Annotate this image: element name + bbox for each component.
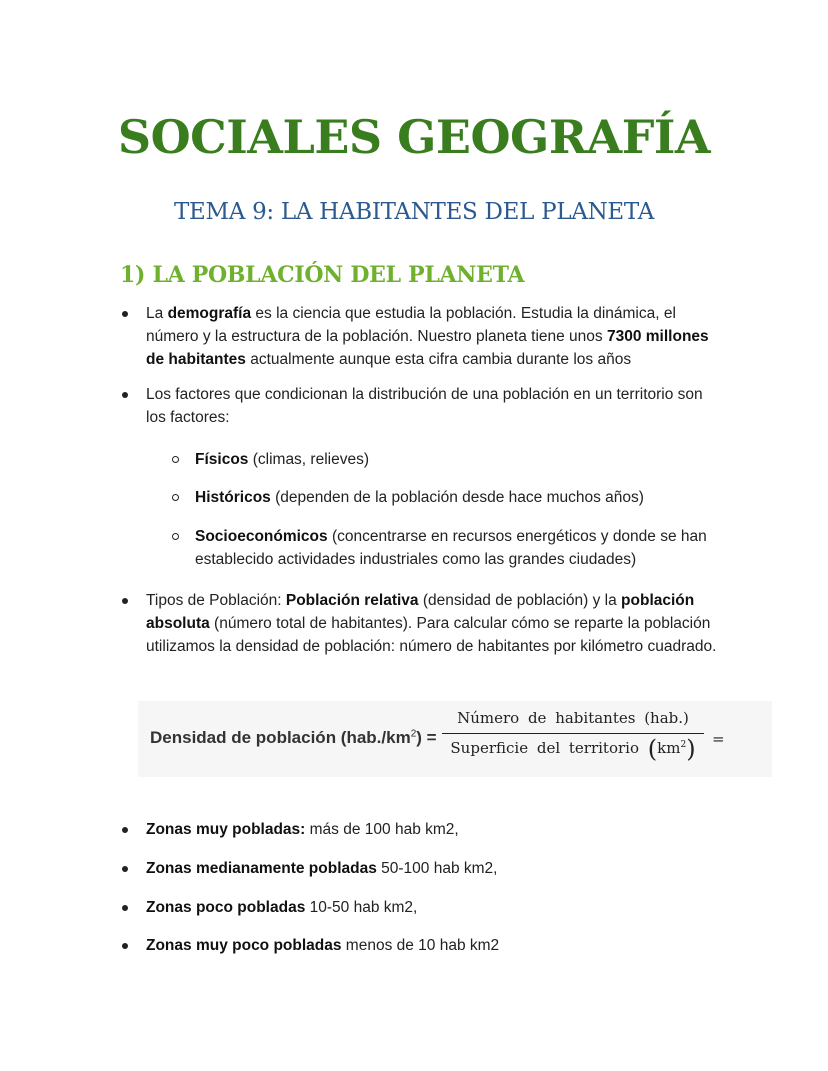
bold-term: 7300 millones de habitantes xyxy=(146,328,709,368)
paragraph-tipos-poblacion xyxy=(146,589,726,658)
text: es la ciencia que estudia la población. Estudia la dinámica, el número y la estructura de la población. Nuestro planeta tiene unos xyxy=(146,305,676,345)
bullet-icon xyxy=(122,905,128,911)
text: (dependen de la población desde hace muchos años) xyxy=(270,489,644,506)
text: actualmente aunque esta cifra cambia durante los años xyxy=(245,351,632,368)
section-heading: 1) LA POBLACIÓN DEL PLANETA xyxy=(120,262,525,288)
text: más de 100 hab km2, xyxy=(305,821,459,838)
page-subtitle: TEMA 9: LA HABITANTES DEL PLANETA xyxy=(173,199,655,225)
text: (número total de habitantes). Para calcular cómo se reparte la población utilizamos la densidad de población: número de habitantes por kilómetro cuadrado. xyxy=(146,615,717,655)
bold-term: población absoluta xyxy=(146,592,695,632)
text: (densidad de población) y la xyxy=(418,592,622,609)
fraction-bar xyxy=(442,733,704,734)
text: menos de 10 hab km2 xyxy=(341,937,500,954)
bold-term: Históricos xyxy=(195,489,271,506)
paren: ( xyxy=(647,735,658,763)
formula-equals: = xyxy=(712,730,725,748)
bullet-icon xyxy=(122,392,128,398)
bullet-icon xyxy=(122,943,128,949)
text: (climas, relieves) xyxy=(248,451,369,468)
list-item-socioeconomicos xyxy=(195,525,735,571)
paragraph-factores xyxy=(146,383,726,429)
list-item-historicos xyxy=(195,486,735,509)
bold-term: Zonas medianamente pobladas xyxy=(146,860,377,877)
text: 10-50 hab km2, xyxy=(305,899,418,916)
density-formula xyxy=(138,701,772,777)
bold-term: Zonas muy pobladas: xyxy=(146,821,306,838)
text: 50-100 hab km2, xyxy=(376,860,498,877)
list-item-zone xyxy=(146,896,726,919)
bullet-icon xyxy=(122,311,128,317)
bold-term: Zonas poco pobladas xyxy=(146,899,306,916)
list-item-zone xyxy=(146,934,726,957)
circle-bullet-icon xyxy=(172,494,179,501)
text: Tipos de Población: xyxy=(146,592,286,609)
formula-fraction xyxy=(442,709,704,763)
bullet-icon xyxy=(122,827,128,833)
bold-term: Población relativa xyxy=(285,592,419,609)
circle-bullet-icon xyxy=(172,456,179,463)
bullet-icon xyxy=(122,598,128,604)
bullet-icon xyxy=(122,866,128,872)
page-title: SOCIALES GEOGRAFÍA xyxy=(117,110,711,164)
bold-term: Zonas muy poco pobladas xyxy=(146,937,342,954)
text: La xyxy=(146,305,168,322)
list-item-zone xyxy=(146,818,726,841)
text: Los factores que condicionan la distribución de una población en un territorio son los factores: xyxy=(146,386,703,426)
bold-term: Socioeconómicos xyxy=(195,528,328,545)
text: km xyxy=(657,739,681,757)
formula-lhs xyxy=(150,728,437,748)
bold-term: demografía xyxy=(167,305,252,322)
text: Densidad de población (hab./km xyxy=(150,728,411,747)
superscript: 2 xyxy=(680,740,687,750)
paren: ) xyxy=(686,735,696,763)
formula-denominator xyxy=(442,735,704,763)
text: (concentrarse en recursos energéticos y donde se han establecido actividades industriales como las grandes ciudades) xyxy=(195,528,707,568)
formula-numerator: Número de habitantes (hab.) xyxy=(457,709,689,727)
text: Superficie del territorio xyxy=(450,739,639,757)
paragraph-demografia xyxy=(146,302,726,371)
text: ) = xyxy=(416,728,437,747)
list-item-zone xyxy=(146,857,726,880)
superscript: 2 xyxy=(410,728,417,740)
list-item-fisicos xyxy=(195,448,735,471)
circle-bullet-icon xyxy=(172,533,179,540)
bold-term: Físicos xyxy=(195,451,249,468)
